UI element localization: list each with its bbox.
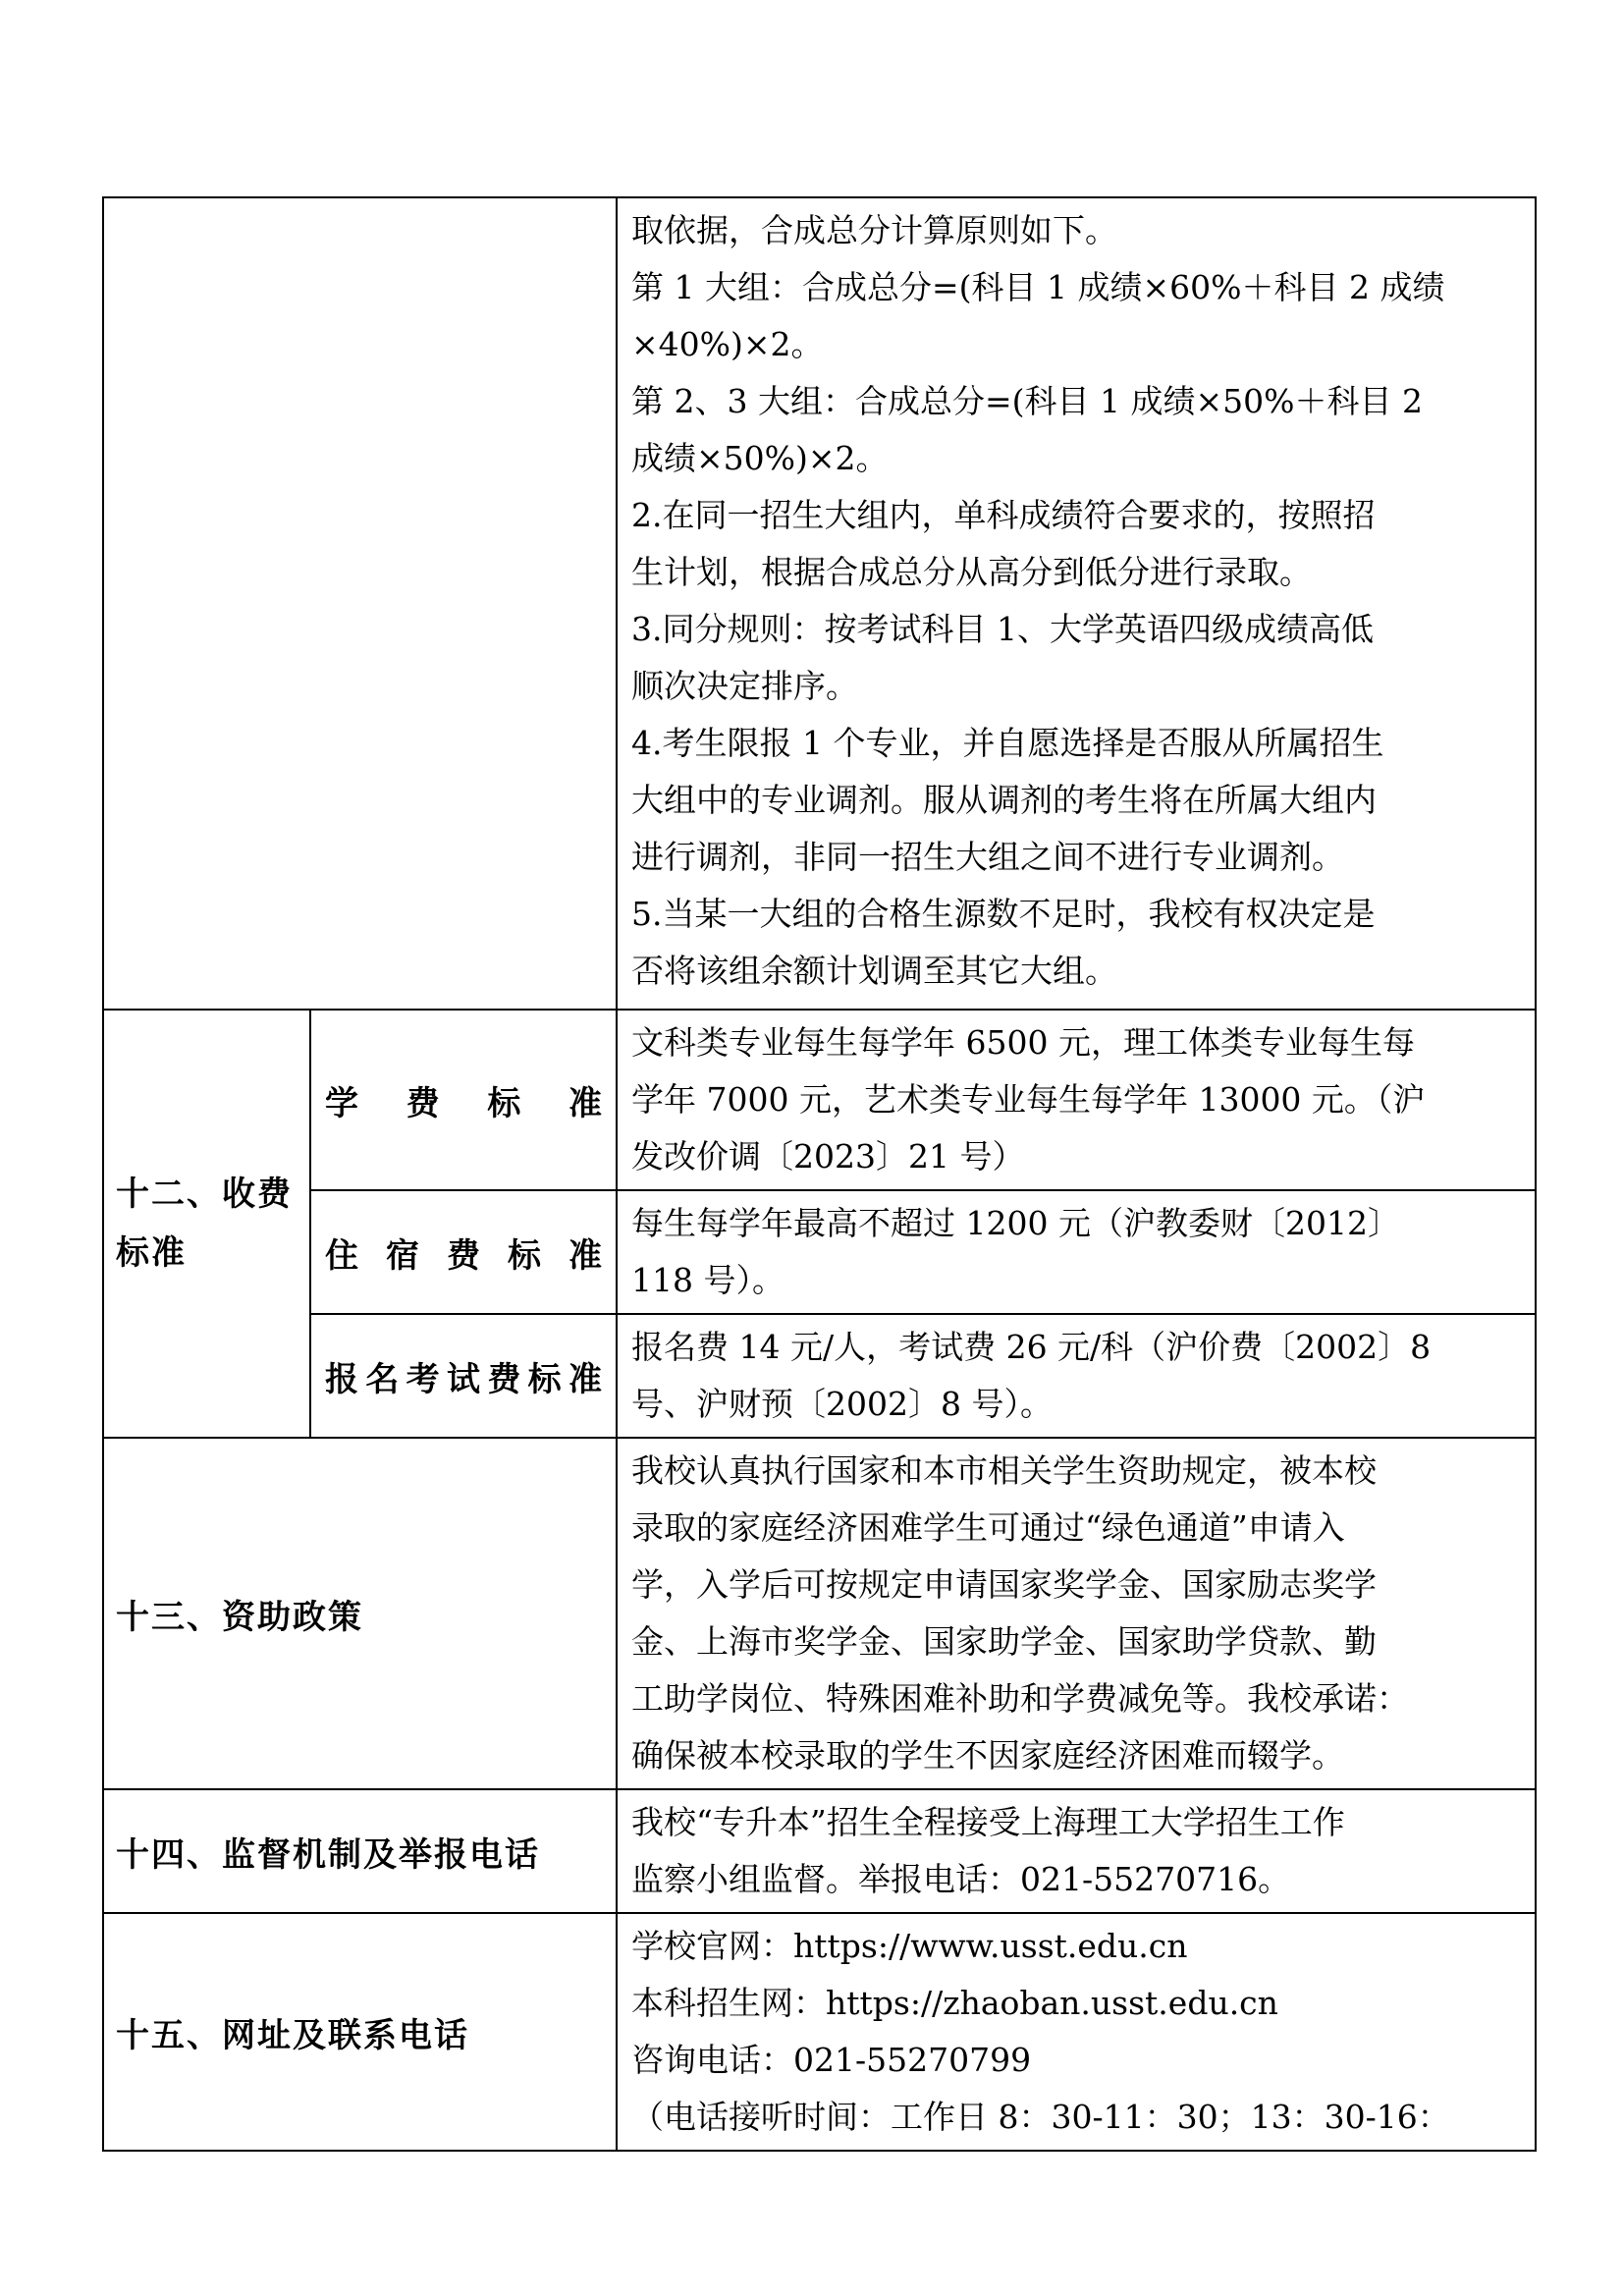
text-line: 118 号）。 (631, 1261, 784, 1299)
row-supervision (103, 1789, 1536, 1913)
text-line: 咨询电话：021-55270799 (631, 2041, 1032, 2079)
accommodation-content (617, 1190, 1536, 1314)
label-char: 标 (487, 1083, 521, 1123)
text-line: 否将该组余额计划调至其它大组。 (631, 952, 1117, 990)
label-char: 费 (406, 1083, 440, 1123)
text-line: 号、沪财预〔2002〕8 号）。 (631, 1385, 1053, 1423)
label-char: 标 (508, 1235, 541, 1276)
registration-label (310, 1314, 617, 1438)
text-line: ×40%)×2。 (631, 325, 824, 363)
row-admission-rules (103, 197, 1536, 1010)
text-line: 学校官网：https://www.usst.edu.cn (631, 1927, 1188, 1965)
text-line: 生计划，根据合成总分从高分到低分进行录取。 (631, 553, 1312, 591)
text-line: 4.考生限报 1 个专业，并自愿选择是否服从所属招生 (631, 724, 1384, 762)
text-line: 大组中的专业调剂。服从调剂的考生将在所属大组内 (631, 781, 1377, 819)
label-char: 准 (568, 1359, 602, 1399)
label-char: 考 (406, 1359, 440, 1399)
tuition-label (310, 1010, 617, 1190)
admission-rules-content (617, 197, 1536, 1010)
text-line: 2.在同一招生大组内，单科成绩符合要求的，按照招 (631, 496, 1376, 534)
text-line: 取依据，合成总分计算原则如下。 (631, 211, 1117, 249)
contact-label: 十五、网址及联系电话 (103, 1913, 617, 2151)
label-char: 准 (568, 1235, 602, 1276)
text-line: 第 2、3 大组：合成总分=(科目 1 成绩×50%＋科目 2 (631, 382, 1423, 420)
text-line: 监察小组监督。举报电话：021-55270716。 (631, 1860, 1291, 1898)
label-char: 宿 (386, 1235, 419, 1276)
label-char: 费 (447, 1235, 480, 1276)
text-line: （电话接听时间：工作日 8：30-11：30；13：30-16： (631, 2098, 1450, 2136)
row-accommodation (103, 1190, 1536, 1314)
text-line: 第 1 大组：合成总分=(科目 1 成绩×60%＋科目 2 成绩 (631, 268, 1445, 306)
tuition-content (617, 1010, 1536, 1190)
text-line: 报名费 14 元/人，考试费 26 元/科（沪价费〔2002〕8 (631, 1328, 1432, 1366)
text-line: 发改价调〔2023〕21 号） (631, 1137, 1025, 1175)
row-contact (103, 1913, 1536, 2151)
contact-content (617, 1913, 1536, 2151)
text-line: 3.同分规则：按考试科目 1、大学英语四级成绩高低 (631, 610, 1374, 648)
text-line: 我校认真执行国家和本市相关学生资助规定，被本校 (631, 1451, 1377, 1490)
text-line: 进行调剂，非同一招生大组之间不进行专业调剂。 (631, 838, 1344, 876)
text-line: 工助学岗位、特殊困难补助和学费减免等。我校承诺： (631, 1679, 1409, 1718)
row-tuition (103, 1010, 1536, 1190)
text-line: 我校“专升本”招生全程接受上海理工大学招生工作 (631, 1803, 1345, 1841)
text-line: 学年 7000 元，艺术类专业每生每学年 13000 元。（沪 (631, 1080, 1426, 1119)
admission-table (102, 196, 1537, 2152)
text-line: 学，入学后可按规定申请国家奖学金、国家励志奖学 (631, 1565, 1377, 1604)
row-aid (103, 1438, 1536, 1789)
text-line: 确保被本校录取的学生不因家庭经济困难而辍学。 (631, 1736, 1344, 1775)
text-line: 5.当某一大组的合格生源数不足时，我校有权决定是 (631, 895, 1376, 933)
label-char: 报 (325, 1359, 358, 1399)
aid-label: 十三、资助政策 (103, 1438, 617, 1789)
label-char: 试 (446, 1359, 480, 1399)
empty-label-cell (103, 197, 617, 1010)
fees-label (103, 1010, 310, 1438)
label-char: 学 (325, 1083, 358, 1123)
text-line: 本科招生网：https://zhaoban.usst.edu.cn (631, 1984, 1278, 2022)
registration-content (617, 1314, 1536, 1438)
text-line: 金、上海市奖学金、国家助学金、国家助学贷款、勤 (631, 1622, 1377, 1661)
fees-label-line2: 标准 (116, 1233, 187, 1273)
text-line: 文科类专业每生每学年 6500 元，理工体类专业每生每 (631, 1023, 1415, 1062)
label-char: 住 (325, 1235, 358, 1276)
supervision-content (617, 1789, 1536, 1913)
text-line: 顺次决定排序。 (631, 667, 858, 705)
label-char: 标 (527, 1359, 562, 1399)
row-registration (103, 1314, 1536, 1438)
supervision-label: 十四、监督机制及举报电话 (103, 1789, 617, 1913)
text-line: 录取的家庭经济困难学生可通过“绿色通道”申请入 (631, 1508, 1345, 1547)
label-char: 费 (487, 1359, 521, 1399)
text-line: 成绩×50%)×2。 (631, 439, 889, 477)
accommodation-label (310, 1190, 617, 1314)
label-char: 名 (365, 1359, 400, 1399)
label-char: 准 (568, 1083, 602, 1123)
fees-label-line1: 十二、收费 (116, 1175, 293, 1214)
aid-content (617, 1438, 1536, 1789)
text-line: 每生每学年最高不超过 1200 元（沪教委财〔2012〕 (631, 1204, 1400, 1242)
